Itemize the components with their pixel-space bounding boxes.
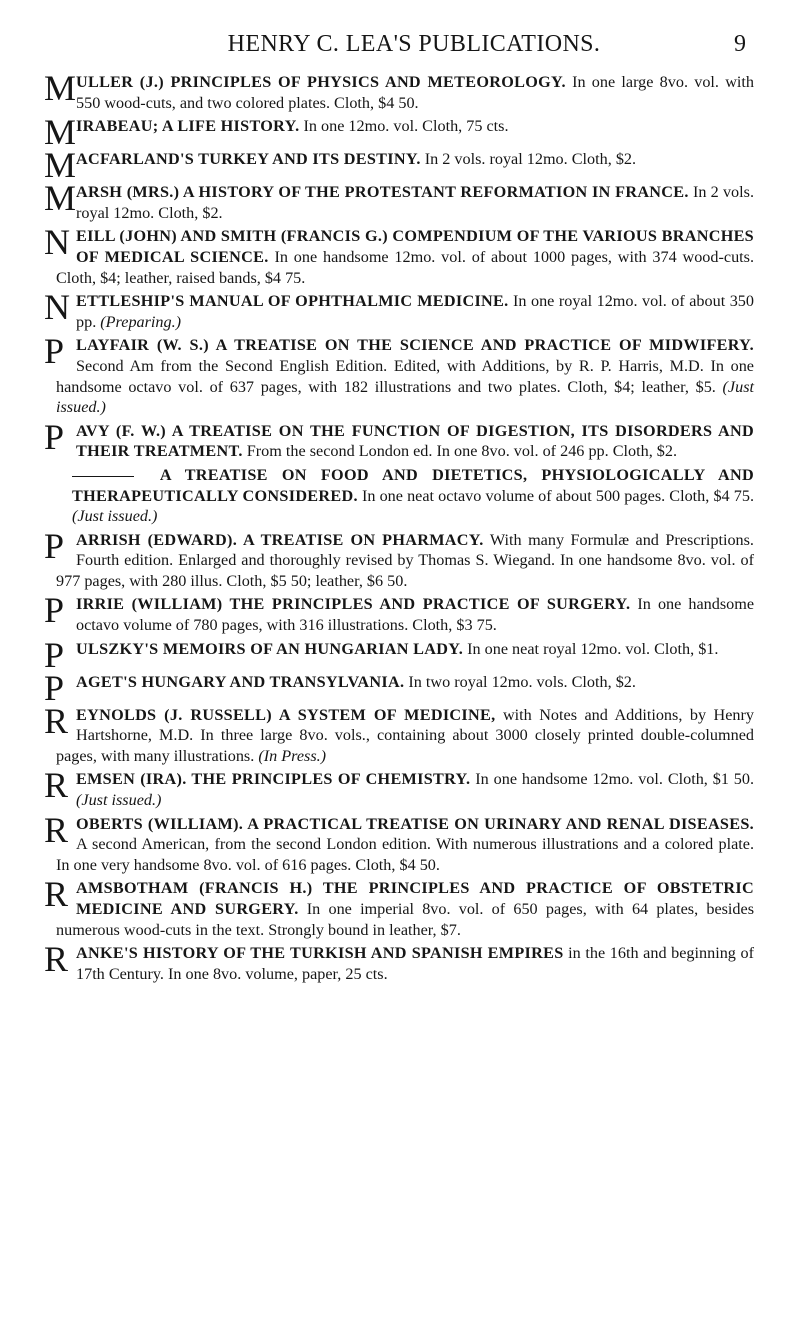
drop-cap: P <box>44 416 65 457</box>
entry-heading: ARSH (MRS.) A HISTORY OF THE PROTESTANT REFORMATION IN FRANCE. <box>76 183 689 202</box>
drop-cap: R <box>44 700 69 741</box>
catalogue-entry <box>56 465 754 527</box>
entry-heading: ULSZKY'S MEMOIRS OF AN HUNGARIAN LADY. <box>76 639 464 658</box>
entry-note: (Preparing.) <box>100 312 182 331</box>
entry-body: In one neat royal 12mo. vol. Cloth, $1. <box>467 639 719 658</box>
entry-body: In two royal 12mo. vols. Cloth, $2. <box>408 672 636 691</box>
entry-heading: ETTLESHIP'S MANUAL OF OPHTHALMIC MEDICINE. <box>76 292 509 311</box>
entry-heading: IRABEAU; A LIFE HISTORY. <box>76 117 300 136</box>
drop-cap: P <box>44 590 65 631</box>
catalogue-entry <box>44 939 754 984</box>
entry-body: In 2 vols. royal 12mo. Cloth, $2. <box>76 183 754 222</box>
catalogue-entry <box>44 667 754 708</box>
entry-note: (Just issued.) <box>76 791 162 810</box>
catalogue-entry <box>44 287 754 332</box>
entry-heading: LAYFAIR (W. S.) A TREATISE ON THE SCIENCE AND PRACTICE OF MIDWIFERY. <box>76 336 754 355</box>
catalogue-entry <box>44 145 754 186</box>
drop-cap: N <box>44 222 70 263</box>
drop-cap: P <box>44 634 65 675</box>
catalogue-entry <box>44 331 754 417</box>
catalogue-entry <box>44 700 755 767</box>
drop-cap: R <box>44 874 69 915</box>
page-number: 9 <box>734 31 746 57</box>
entry-body: A second American, from the second London edition. With numerous illustrations and a colored plate. In one very handsome 8vo. vol. of 616 pages. Cloth, $4 50. <box>56 835 754 874</box>
entry-heading: ANKE'S HISTORY OF THE TURKISH AND SPANISH EMPIRES <box>76 944 564 963</box>
drop-cap: P <box>44 667 65 708</box>
ditto-dash <box>72 476 134 477</box>
entry-note: (In Press.) <box>258 746 327 765</box>
entry-body: In 2 vols. royal 12mo. Cloth, $2. <box>424 150 637 169</box>
catalogue-entries <box>44 68 755 984</box>
entry-heading: EILL (JOHN) AND SMITH (FRANCIS G.) COMPENDIUM OF THE VARIOUS BRANCHES OF MEDICAL SCIENCE. <box>76 227 754 266</box>
entry-body: From the second London ed. In one 8vo. vol. of 246 pp. Cloth, $2. <box>246 442 678 461</box>
entry-body: In one royal 12mo. vol. of about 350 pp. <box>76 292 754 331</box>
entry-body: with Notes and Additions, by Henry Hartshorne, M.D. In three large 8vo. vols., containing about 3000 closely printed double-columned pages, with many illustrations. <box>56 705 755 765</box>
entry-body: With many Formulæ and Prescriptions. Fourth edition. Enlarged and thoroughly revised by Thomas S. Wiegand. In one handsome 8vo. vol. of 977 pages, with 280 illus. Cloth, $5 50; leather, $6 50. <box>56 530 754 590</box>
drop-cap: R <box>44 809 69 850</box>
entry-heading: ARRISH (EDWARD). A TREATISE ON PHARMACY. <box>76 530 484 549</box>
entry-note: (Just issued.) <box>56 377 754 417</box>
entry-body: in the 16th and beginning of 17th Century. In one 8vo. volume, paper, 25 cts. <box>76 944 754 983</box>
drop-cap: M <box>44 68 77 108</box>
catalogue-entry <box>44 178 754 223</box>
entry-heading: A TREATISE ON FOOD AND DIETETICS, PHYSIOLOGICALLY AND THERAPEUTICALLY CONSIDERED. <box>72 465 755 505</box>
entry-body: In one handsome octavo volume of 780 pages, with 316 illustrations. Cloth, $3 75. <box>76 595 754 635</box>
entry-body: Second Am from the Second English Edition. Edited, with Additions, by R. P. Harris, M.D. In one handsome octavo vol. of 637 pages, with 182 illustrations and two plates. Cloth, $4; leather, $5. <box>56 356 754 396</box>
entry-heading: EYNOLDS (J. RUSSELL) A SYSTEM OF MEDICINE, <box>76 705 496 724</box>
entry-heading: ACFARLAND'S TURKEY AND ITS DESTINY. <box>76 150 421 169</box>
entry-body: In one imperial 8vo. vol. of 650 pages, with 64 plates, besides numerous wood-cuts in the text. Strongly bound in leather, $7. <box>56 900 755 939</box>
entry-note: (Just issued.) <box>72 507 158 526</box>
entry-heading: AMSBOTHAM (FRANCIS H.) THE PRINCIPLES AND PRACTICE OF OBSTETRIC MEDICINE AND SURGERY. <box>76 879 754 918</box>
entry-heading: EMSEN (IRA). THE PRINCIPLES OF CHEMISTRY. <box>76 770 471 789</box>
catalogue-entry <box>44 590 754 635</box>
entry-body: In one large 8vo. vol. with 550 wood-cuts, and two colored plates. Cloth, $4 50. <box>76 73 754 112</box>
entry-body: In one handsome 12mo. vol. Cloth, $1 50. <box>475 770 755 789</box>
catalogue-entry <box>44 809 754 876</box>
catalogue-entry <box>44 416 754 462</box>
entry-heading: IRRIE (WILLIAM) THE PRINCIPLES AND PRACTICE OF SURGERY. <box>76 595 631 614</box>
entry-heading: ULLER (J.) PRINCIPLES OF PHYSICS AND METEOROLOGY. <box>76 73 566 91</box>
entry-body: In one neat octavo volume of about 500 pages. Cloth, $4 75. <box>361 486 754 505</box>
entry-heading: OBERTS (WILLIAM). A PRACTICAL TREATISE ON URINARY AND RENAL DISEASES. <box>76 814 754 833</box>
drop-cap: P <box>44 331 65 372</box>
drop-cap: N <box>44 287 70 328</box>
drop-cap: P <box>44 525 65 566</box>
page-header <box>44 30 754 58</box>
running-head: HENRY C. LEA'S PUBLICATIONS. <box>227 31 601 57</box>
catalogue-entry <box>44 765 755 810</box>
entry-heading: AVY (F. W.) A TREATISE ON THE FUNCTION OF DIGESTION, ITS DISORDERS AND THEIR TREATMENT. <box>76 421 754 461</box>
catalogue-entry <box>44 222 755 288</box>
catalogue-entry <box>44 525 754 592</box>
catalogue-entry <box>44 68 754 113</box>
entry-heading: AGET'S HUNGARY AND TRANSYLVANIA. <box>76 672 405 691</box>
drop-cap: M <box>44 112 77 153</box>
catalogue-entry <box>44 874 755 940</box>
entry-body: In one 12mo. vol. Cloth, 75 cts. <box>303 117 509 136</box>
drop-cap: R <box>44 765 69 806</box>
drop-cap: R <box>44 939 69 980</box>
entry-body: In one handsome 12mo. vol. of about 1000 pages, with 374 wood-cuts. Cloth, $4; leather, raised bands, $4 75. <box>56 247 755 287</box>
drop-cap: M <box>44 145 77 186</box>
drop-cap: M <box>44 178 77 219</box>
catalogue-entry <box>44 112 754 153</box>
catalogue-entry <box>44 634 754 675</box>
